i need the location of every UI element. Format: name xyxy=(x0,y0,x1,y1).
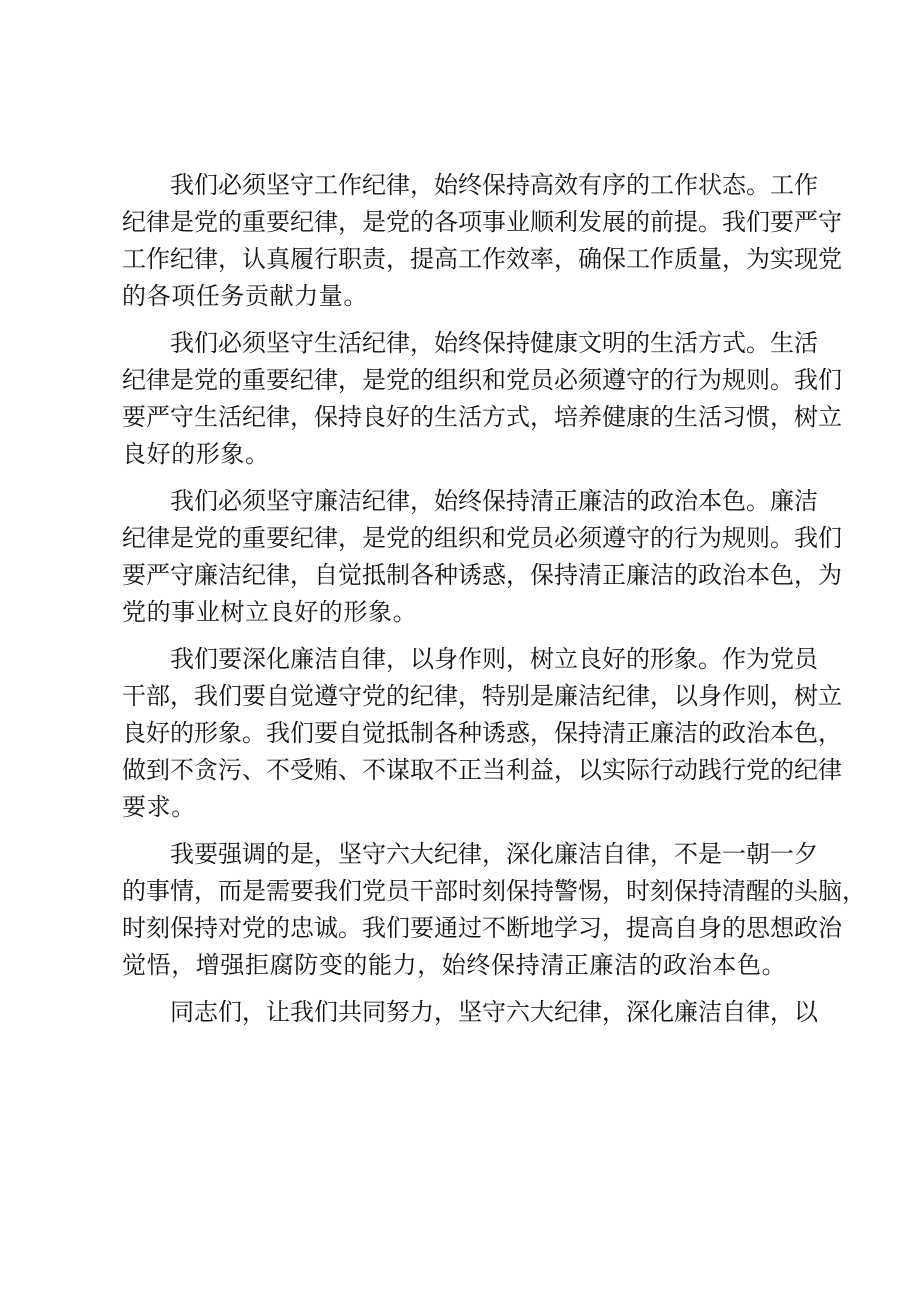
paragraph-line: 时刻保持对党的忠诚。我们要通过不断地学习，提高自身的思想政治 xyxy=(122,914,842,942)
paragraph-life-discipline xyxy=(122,325,842,473)
document-body xyxy=(122,167,866,1041)
paragraph-line: 干部，我们要自觉遵守党的纪律，特别是廉洁纪律，以身作则，树立 xyxy=(122,682,842,710)
paragraph-line: 纪律是党的重要纪律，是党的组织和党员必须遵守的行为规则。我们 xyxy=(122,524,842,552)
paragraph-line: 纪律是党的重要纪律，是党的组织和党员必须遵守的行为规则。我们 xyxy=(122,366,842,394)
paragraph-line: 良好的形象。我们要自觉抵制各种诱惑，保持清正廉洁的政治本色， xyxy=(122,719,842,747)
paragraph-closing xyxy=(122,994,818,1031)
paragraph-line: 做到不贪污、不受贿、不谋取不正当利益，以实际行动践行党的纪律 xyxy=(122,756,842,784)
paragraph-work-discipline xyxy=(122,167,842,315)
paragraph-line: 的各项任务贡献力量。 xyxy=(122,282,368,310)
paragraph-line: 我们必须坚守工作纪律，始终保持高效有序的工作状态。工作 xyxy=(170,171,818,199)
paragraph-self-discipline xyxy=(122,641,842,826)
paragraph-integrity-discipline xyxy=(122,483,842,631)
paragraph-line: 我要强调的是，坚守六大纪律，深化廉洁自律，不是一朝一夕 xyxy=(170,840,818,868)
paragraph-line: 良好的形象。 xyxy=(122,440,270,468)
paragraph-line: 要严守生活纪律，保持良好的生活方式，培养健康的生活习惯，树立 xyxy=(122,403,842,431)
paragraph-line: 纪律是党的重要纪律，是党的各项事业顺利发展的前提。我们要严守 xyxy=(122,208,842,236)
paragraph-line: 觉悟，增强拒腐防变的能力，始终保持清正廉洁的政治本色。 xyxy=(122,951,787,979)
paragraph-emphasis xyxy=(122,836,866,984)
paragraph-line: 同志们，让我们共同努力，坚守六大纪律，深化廉洁自律，以 xyxy=(170,998,818,1026)
paragraph-line: 要求。 xyxy=(122,793,196,821)
paragraph-line: 要严守廉洁纪律，自觉抵制各种诱惑，保持清正廉洁的政治本色，为 xyxy=(122,561,842,589)
paragraph-line: 工作纪律，认真履行职责，提高工作效率，确保工作质量，为实现党 xyxy=(122,245,842,273)
paragraph-line: 我们必须坚守廉洁纪律，始终保持清正廉洁的政治本色。廉洁 xyxy=(170,487,818,515)
paragraph-line: 的事情，而是需要我们党员干部时刻保持警惕，时刻保持清醒的头脑， xyxy=(122,877,866,905)
paragraph-line: 我们必须坚守生活纪律，始终保持健康文明的生活方式。生活 xyxy=(170,329,818,357)
paragraph-line: 我们要深化廉洁自律，以身作则，树立良好的形象。作为党员 xyxy=(170,645,818,673)
paragraph-line: 党的事业树立良好的形象。 xyxy=(122,598,418,626)
